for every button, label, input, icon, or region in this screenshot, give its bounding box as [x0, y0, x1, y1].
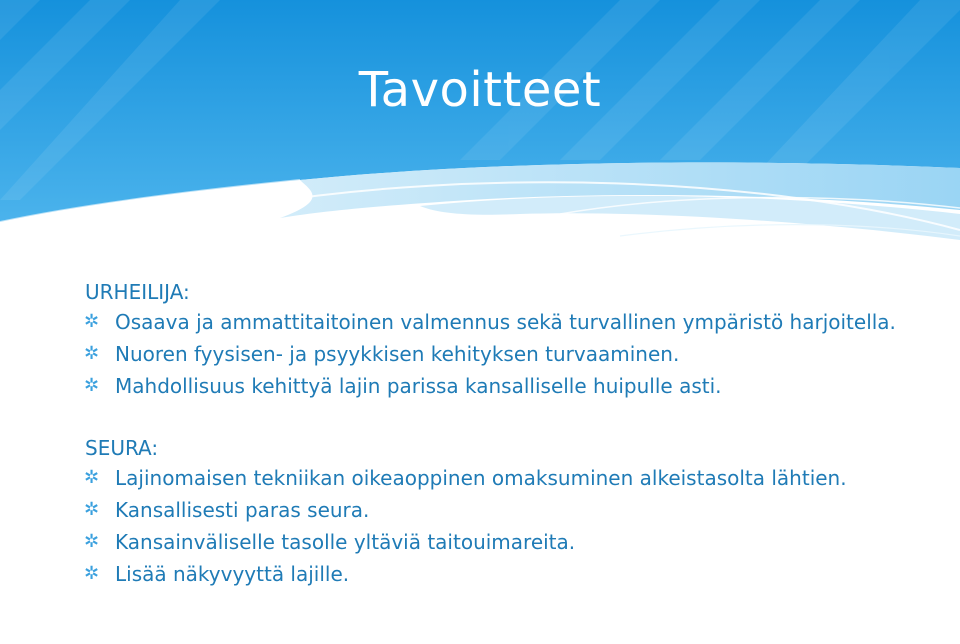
section-spacer: [85, 404, 935, 434]
asterisk-icon: ✲: [84, 531, 100, 552]
list-item-text: Lajinomaisen tekniikan oikeaoppinen omaksuminen alkeistasolta lähtien.: [115, 466, 847, 490]
list-item: [85, 340, 935, 368]
asterisk-icon: ✲: [84, 467, 100, 488]
asterisk-icon: ✲: [84, 375, 100, 396]
asterisk-icon: ✲: [84, 499, 100, 520]
list-item: [85, 560, 935, 588]
asterisk-icon: ✲: [84, 563, 100, 584]
section-heading-urheilija: URHEILIJA:: [85, 280, 190, 304]
bullet-list-seura: [85, 464, 935, 588]
list-item: [85, 496, 935, 524]
header-wave-graphic: [0, 0, 960, 270]
list-item: [85, 464, 935, 492]
asterisk-icon: ✲: [84, 311, 100, 332]
list-item: [85, 372, 935, 400]
bullet-list-urheilija: [85, 308, 935, 400]
list-item-text: Osaava ja ammattitaitoinen valmennus sekä turvallinen ympäristö harjoitella.: [115, 310, 896, 334]
list-item-text: Kansallisesti paras seura.: [115, 498, 370, 522]
list-item: [85, 528, 935, 556]
list-item-text: Kansainväliselle tasolle yltäviä taitouimareita.: [115, 530, 576, 554]
section-heading-seura: SEURA:: [85, 436, 159, 460]
list-item-text: Lisää näkyvyyttä lajille.: [115, 562, 350, 586]
list-item: [85, 308, 935, 336]
header-banner: [0, 0, 960, 270]
asterisk-icon: ✲: [84, 343, 100, 364]
slide-title: Tavoitteet: [358, 62, 602, 118]
list-item-text: Mahdollisuus kehittyä lajin parissa kansalliselle huipulle asti.: [115, 374, 722, 398]
slide-content: [85, 278, 935, 592]
list-item-text: Nuoren fyysisen- ja psyykkisen kehityksen turvaaminen.: [115, 342, 680, 366]
